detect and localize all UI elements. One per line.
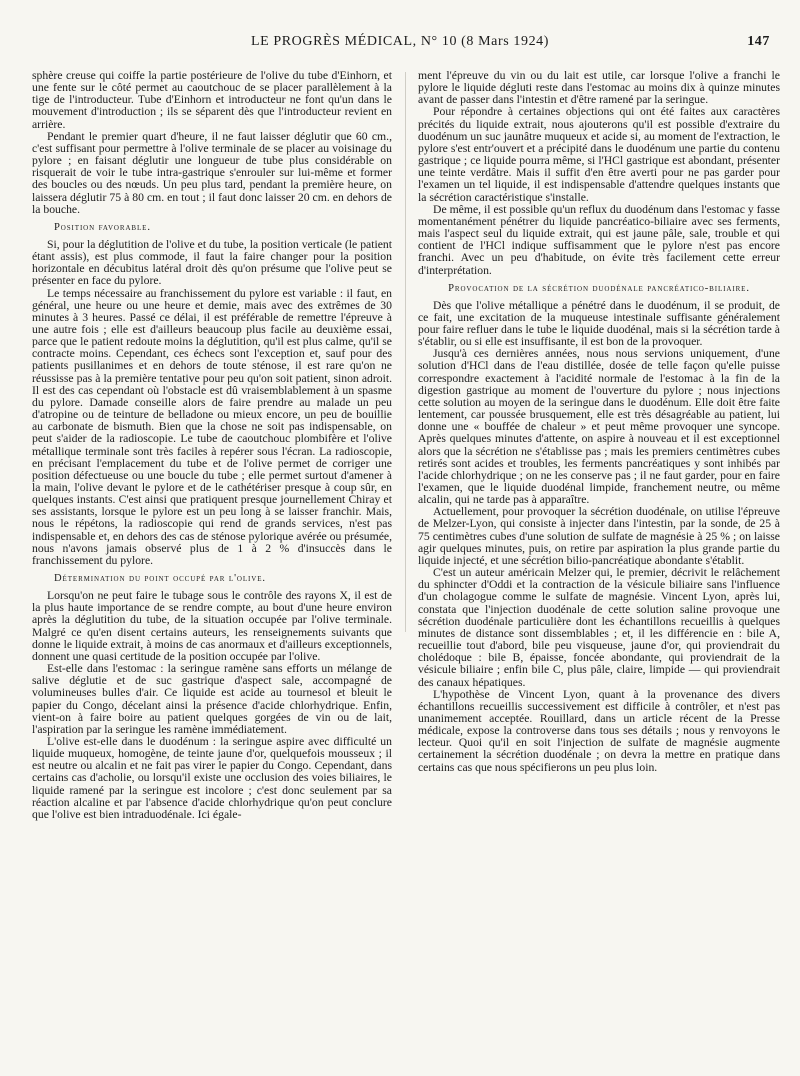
paragraph: Le temps nécessaire au franchissement du pylore est variable : il faut, en général, une heure ou une heure et demie, mais avec des extrêmes de 30 minutes à 3 heures. Passé ce délai, il est préférable de remettre l'épreuve à une autre fois ; elle est d'ailleurs beaucoup plus facile au deuxième essai, parce que le patient redoute moins la déglutition, qu'il est plus calme, qu'il se contracte moins. Cependant, ces échecs sont l'exception et, sauf pour des patients pusillanimes et en dehors de toute sténose, il est rare qu'on ne réussisse pas à la première tentative pour peu qu'on soit patient, sinon adroit. Il est des cas cependant où l'obstacle est dû vraisemblablement à un spasme du pylore. Damade conseille alors de faire prendre au malade un peu d'atropine ou de teinture de belladone ou mieux encore, un peu de bouillie au carbonate de bismuth. Bien que la chose ne soit pas indispensable, on peut s'aider de la radioscopie. Le tube de caoutchouc plombifère et l'olive métallique terminale sont très faciles à repérer sous l'écran. La radioscopie, en précisant l'emplacement du tube et de l'olive permet de corriger une position défectueuse ou une boucle du tube ; elle permet surtout d'amener à la main, l'olive devant le pylore et de le cathétériser presque à coup sûr, en quelques instants. C'est ainsi que pratiquent presque journellement Chiray et ses assistants, lorsque le pylore est un peu long à se laisser franchir. Mais, nous le répétons, la radioscopie qui rend de grands services, n'est pas indispensable et, en dehors des cas de sténose pylorique avérée ou présumée, nous n'avons jamais observé plus de 1 à 2 % d'insuccès dans le franchissement du pylore. [32, 286, 392, 567]
paragraph: Jusqu'à ces dernières années, nous nous servions uniquement, d'une solution d'HCl dans de l'eau distillée, dosée de telle façon qu'elle puisse correspondre exactement à l'acidité normale de l'estomac à la fin de la digestion gastrique au moment de l'ouverture du pylore ; nous injections cette solution au moyen de la seringue dans le duodénum. Elle doit être faite lentement, car poussée brusquement, elle est très désagréable au patient, lui donne une « bouffée de chaleur » et peut même provoquer une syncope. Après quelques minutes d'attente, on aspire à nouveau et il est exceptionnel alors que la sécrétion ne s'établisse pas ; mais les premiers centimètres cubes retirés sont acides et troubles, les ferments pancréatiques y sont inhibés par l'acide chlorhydrique ; on ne les conserve pas ; il ne faut garder, pour en faire l'examen, que le liquide duodénal limpide, franchement neutre, ou même alcalin, qui ne tarde pas à apparaître. [418, 347, 780, 507]
running-header [30, 34, 770, 56]
paragraph: Lorsqu'on ne peut faire le tubage sous le contrôle des rayons X, il est de la plus haute importance de se rendre compte, au bout d'une heure environ après la déglutition du tube, de la situation occupée par l'olive terminale. Malgré ce qu'en disent certains auteurs, les renseignements suivants que donne le liquide extrait, à moins de cas anormaux et d'ailleurs exceptionnels, donnent une quasi certitude de la position occupée par l'olive. [32, 589, 392, 663]
running-title: LE PROGRÈS MÉDICAL, N° 10 (8 Mars 1924) [250, 34, 550, 49]
paragraph: De même, il est possible qu'un reflux du duodénum dans l'estomac y fasse momentanément pénétrer du liquide pancréatico-biliaire avec ses ferments, mais l'aspect seul du liquide extrait, qui est jaune pâle, sale, trouble et qui contient de l'HCl indique suffisamment que le pylore n'est pas encore franchi. Avec un peu d'habitude, on évite très facilement cette erreur d'interprétation. [418, 202, 780, 277]
page-number: 147 [747, 34, 770, 49]
right-column [418, 70, 780, 774]
paragraph: Si, pour la déglutition de l'olive et du tube, la position verticale (le patient étant assis), est plus commode, il faut la faire changer pour la position horizontale en décubitus latéral droit dès qu'on présume que l'olive peut se présenter en face du pylore. [32, 237, 392, 288]
column-divider [405, 72, 406, 632]
paragraph: Pour répondre à certaines objections qui ont été faites aux caractères précités du liquide extrait, nous ajouterons qu'il est possible d'extraire du duodénum un suc jaunâtre muqueux et acide si, au moment de l'extraction, le pylore s'est entr'ouvert et a précipité dans le duodénum une partie du contenu gastrique ; ce liquide pourra même, si l'HCl gastrique est abondant, présenter une teinte verdâtre. Mais il suffit d'en être averti pour ne pas garder pour l'examen un tel liquide, il est indispensable d'attendre quelques instants que la sécrétion caractéristique s'installe. [418, 105, 780, 204]
paragraph: ment l'épreuve du vin ou du lait est utile, car lorsque l'olive a franchi le pylore le liquide dégluti reste dans l'estomac au moins dix à quinze minutes avant de passer dans l'intestin et d'être ramené par la seringue. [418, 69, 780, 107]
left-column [32, 70, 392, 821]
paragraph: L'olive est-elle dans le duodénum : la seringue aspire avec difficulté un liquide muqueux, homogène, de teinte jaune d'or, quelquefois mousseux ; il est neutre ou alcalin et ne fait pas virer le papier du Congo. Cependant, dans certains cas d'acholie, ou lorsqu'il existe une occlusion des voies biliaires, le liquide ramené par la seringue est incolore ; c'est donc seulement par sa réaction alcaline et par l'absence d'acide chlorhydrique qu'on peut conclure que l'olive est bien intraduodénale. Ici égale- [32, 734, 392, 821]
paragraph: Actuellement, pour provoquer la sécrétion duodénale, on utilise l'épreuve de Melzer-Lyon, qui consiste à injecter dans l'intestin, par la sonde, de 25 à 75 centimètres cubes d'une solution de sulfate de magnésie à 25 % ; on laisse agir quelques minutes, puis, on retire par aspiration la plus grande partie du liquide injecté, et une sécrétion bilio-pancréatique abondante s'établit. [418, 505, 780, 567]
paragraph: Est-elle dans l'estomac : la seringue ramène sans efforts un mélange de salive déglutie et de suc gastrique d'aspect sale, accompagné de volumineuses bulles d'air. Ce liquide est acide au tournesol et bleuit le papier du Congo, décelant ainsi la présence d'acide chlorhydrique. Enfin, vient-on à faire boire au patient quelques gorgées de vin ou de lait, l'aspiration par la seringue les ramène immédiatement. [32, 662, 392, 736]
section-heading: Position favorable. [54, 221, 151, 233]
paragraph: C'est un auteur américain Melzer qui, le premier, décrivit le relâchement du sphincter d'Oddi et la contraction de la vésicule biliaire sans l'influence d'un cholagogue comme le sulfate de magnésie. Vincent Lyon, après lui, constata que l'injection duodénale de cette solution saline provoque une sécrétion duodénale particulière dont les échantillons recueillis à quelques minutes de distance sont dissemblables ; et, il les différencie en : bile A, recueillie tout d'abord, bile peu visqueuse, jaune d'or, qui proviendrait du cholédoque : bile B, épaisse, foncée abondante, qui proviendrait de la vésicule biliaire ; enfin bile C, plus pâle, claire, limpide — qui proviendrait des canaux hépatiques. [418, 566, 780, 689]
section-heading: Provocation de la sécrétion duodénale pancréatico-biliaire. [448, 282, 750, 294]
paragraph: Pendant le premier quart d'heure, il ne faut laisser déglutir que 60 cm., c'est suffisant pour permettre à l'olive terminale de se placer au voisinage du pylore ; en faisant déglutir une longueur de tube plus considérable on risquerait de voir le tube intra-gastrique s'enrouler sur lui-même et former des boucles ou des nœuds. Un peu plus tard, pendant la première heure, on laissera déglutir 75 à 80 cm. en tout ; il faut donc laisser 20 cm. en dehors de la bouche. [32, 129, 392, 216]
paragraph: L'hypothèse de Vincent Lyon, quant à la provenance des divers échantillons recueillis successivement est difficile à contrôler, et n'est pas unanimement acceptée. Rouillard, dans un article récent de la Presse médicale, expose la controverse dans tous ses détails ; nous y renvoyons le lecteur. Quoi qu'il en soit l'injection de sulfate de magnésie augmente certainement la sécrétion duodénale ; on devra la mettre en pratique dans certains cas que nous spécifierons un peu plus loin. [418, 687, 780, 774]
section-heading: Détermination du point occupé par l'olive. [54, 573, 266, 585]
paragraph: sphère creuse qui coiffe la partie postérieure de l'olive du tube d'Einhorn, et une fente sur le côté permet au caoutchouc de se placer parallèlement à la tige de l'introducteur. Tube d'Einhorn et introducteur ne font qu'un dans le mouvement d'introduction ; ils se séparent dès que l'introducteur revient en arrière. [32, 69, 392, 131]
paragraph: Dès que l'olive métallique a pénétré dans le duodénum, il se produit, de ce fait, une excitation de la muqueuse intestinale suffisante généralement pour faire refluer dans le tube le liquide duodénal, mais si la sécrétion tarde à s'établir, ou si elle est insuffisante, il est bon de la provoquer. [418, 298, 780, 349]
